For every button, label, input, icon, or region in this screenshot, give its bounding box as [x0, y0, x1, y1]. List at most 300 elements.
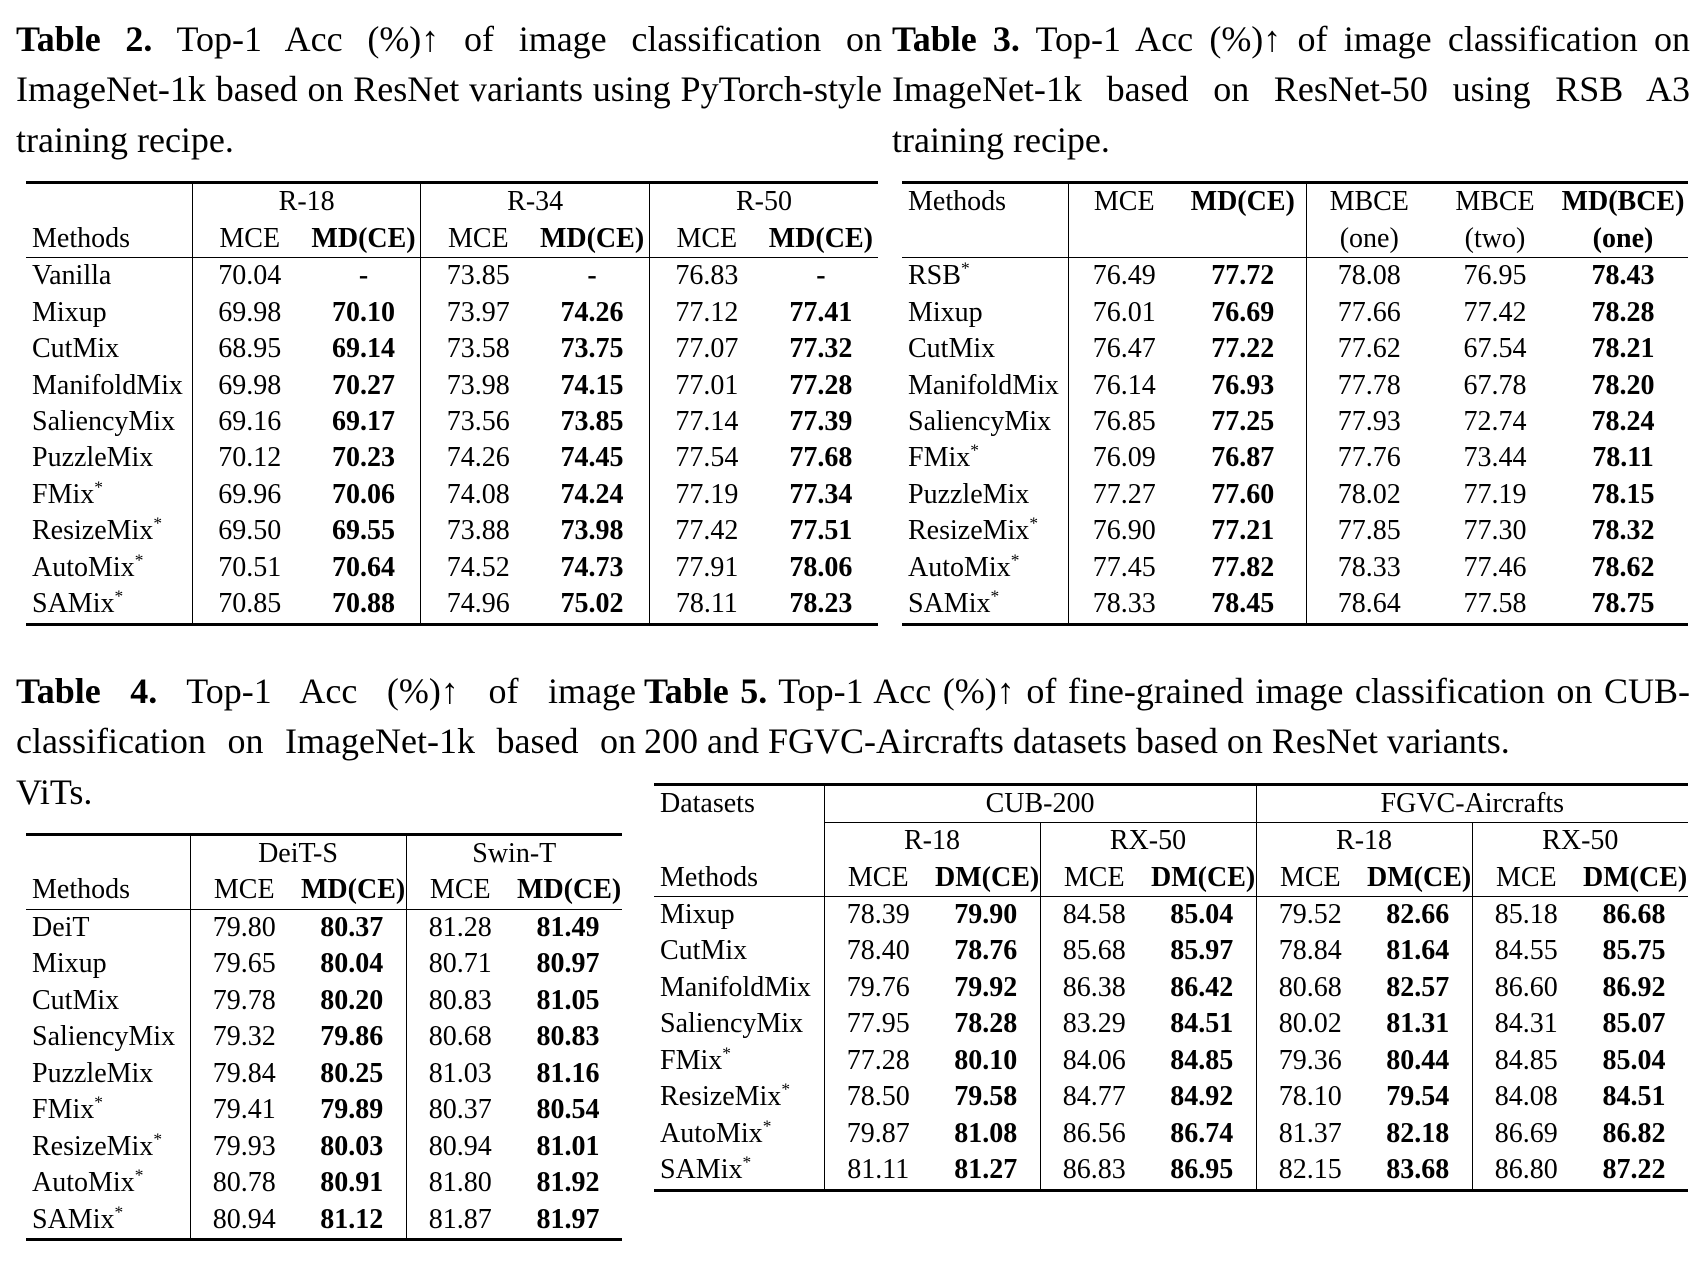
table5	[654, 783, 1688, 1192]
method-cell: AutoMix*	[660, 1116, 772, 1149]
value-cell: 74.45	[560, 442, 624, 474]
value-cell: 78.39	[824, 896, 932, 933]
header-metric-mdce: MD(CE)	[768, 222, 873, 254]
value-cell: 77.07	[649, 331, 763, 367]
table-row	[26, 221, 878, 258]
value-cell: 84.77	[1040, 1079, 1148, 1115]
table-row	[26, 909, 622, 946]
value-cell: 74.26	[560, 296, 624, 328]
value-cell: 73.88	[421, 513, 535, 549]
value-cell: 81.16	[536, 1057, 600, 1089]
method-cell: SaliencyMix	[908, 405, 1052, 437]
header-metric-mce: MCE	[1040, 860, 1148, 897]
table-row	[902, 550, 1688, 586]
value-cell: 85.04	[1602, 1044, 1666, 1076]
star-superscript: *	[94, 477, 103, 497]
value-cell: 73.98	[421, 368, 535, 404]
bottom-row	[16, 666, 1690, 1241]
value-cell: 77.34	[789, 478, 853, 510]
method-cell: RSB*	[902, 258, 1068, 295]
value-cell: 85.97	[1170, 935, 1234, 967]
value-cell: 85.07	[1602, 1008, 1666, 1040]
table-row	[654, 970, 1688, 1006]
value-cell: 78.40	[824, 933, 932, 969]
table4-block	[16, 666, 636, 1241]
header-group-r18: R-18	[192, 183, 421, 221]
value-cell: 79.65	[190, 946, 298, 982]
value-cell: 70.88	[332, 588, 396, 620]
table-row	[902, 183, 1688, 221]
value-cell: 84.85	[1170, 1044, 1234, 1076]
value-cell: 76.49	[1068, 258, 1180, 295]
value-cell: 76.47	[1068, 331, 1180, 367]
value-cell: 69.50	[192, 513, 306, 549]
value-cell: 76.83	[649, 258, 763, 295]
table5-block	[644, 666, 1690, 1192]
value-cell: -	[764, 258, 878, 295]
value-cell: 77.82	[1211, 551, 1275, 583]
value-cell: 79.76	[824, 970, 932, 1006]
method-cell: ManifoldMix	[32, 369, 183, 401]
value-cell: 67.54	[1463, 333, 1527, 365]
value-cell: 78.15	[1591, 478, 1655, 510]
value-cell: 78.23	[789, 588, 853, 620]
value-cell: 81.05	[536, 984, 600, 1016]
value-cell: 78.64	[1306, 586, 1432, 624]
value-cell: 76.01	[1068, 295, 1180, 331]
value-cell: 79.93	[190, 1129, 298, 1165]
table2-caption	[16, 14, 882, 165]
header-metric-mdbce: MD(BCE)	[1561, 186, 1685, 218]
header-metric-dmce: DM(CE)	[935, 861, 1040, 893]
method-cell: AutoMix*	[32, 1165, 144, 1199]
header-group-deit-s: DeiT-S	[190, 834, 406, 872]
value-cell: 69.55	[332, 515, 396, 547]
table2-header	[26, 183, 878, 258]
value-cell: 85.18	[1472, 896, 1580, 933]
method-cell: ResizeMix*	[660, 1080, 790, 1113]
value-cell: 80.44	[1386, 1044, 1450, 1076]
value-cell: 77.85	[1306, 513, 1432, 549]
value-cell: 85.04	[1148, 896, 1256, 933]
value-cell: 80.02	[1256, 1006, 1364, 1042]
star-superscript: *	[153, 514, 162, 534]
empty-header-cell	[1068, 221, 1180, 258]
table-row	[26, 983, 622, 1019]
value-cell: 77.25	[1211, 405, 1275, 437]
value-cell: 83.29	[1040, 1006, 1148, 1042]
header-datasets: Datasets	[660, 787, 755, 819]
value-cell: 87.22	[1602, 1154, 1666, 1186]
table-row	[26, 872, 622, 909]
value-cell: 81.31	[1386, 1008, 1450, 1040]
value-cell: 76.09	[1068, 440, 1180, 476]
header-sub-one-bold: (one)	[1592, 222, 1654, 254]
table-row	[902, 368, 1688, 404]
header-metric-mce: MCE	[406, 872, 514, 909]
value-cell: 84.85	[1472, 1043, 1580, 1079]
table-row	[902, 586, 1688, 624]
value-cell: 77.32	[789, 333, 853, 365]
value-cell: 77.19	[1463, 478, 1527, 510]
value-cell: 82.57	[1386, 971, 1450, 1003]
value-cell: 82.15	[1256, 1152, 1364, 1190]
value-cell: 80.94	[190, 1202, 298, 1240]
star-superscript: *	[94, 1092, 103, 1112]
value-cell: 79.92	[954, 971, 1018, 1003]
table-row	[26, 258, 878, 295]
value-cell: 77.91	[649, 550, 763, 586]
method-cell: PuzzleMix	[908, 478, 1030, 510]
star-superscript: *	[960, 258, 970, 278]
header-group-swin-t: Swin-T	[406, 834, 622, 872]
value-cell: 79.54	[1386, 1081, 1450, 1113]
table-row	[902, 513, 1688, 549]
method-cell: Mixup	[32, 296, 107, 328]
method-cell: SaliencyMix	[660, 1008, 804, 1040]
value-cell: 70.51	[192, 550, 306, 586]
value-cell: 77.19	[649, 477, 763, 513]
value-cell: 86.92	[1602, 971, 1666, 1003]
method-cell: ResizeMix*	[32, 1129, 162, 1162]
value-cell: 69.16	[192, 404, 306, 440]
table4-body	[26, 909, 622, 1239]
table-row	[26, 368, 878, 404]
header-group-r50: R-50	[649, 183, 878, 221]
value-cell: 73.97	[421, 295, 535, 331]
value-cell: 78.06	[789, 551, 853, 583]
table-row	[26, 1129, 622, 1165]
value-cell: 78.62	[1591, 551, 1655, 583]
value-cell: 78.11	[649, 586, 763, 624]
header-backbone-rx50: RX-50	[1472, 823, 1688, 860]
value-cell: 77.76	[1306, 440, 1432, 476]
table-row	[26, 834, 622, 872]
value-cell: 80.03	[320, 1130, 384, 1162]
method-cell: FMix*	[660, 1043, 731, 1076]
value-cell: 81.64	[1386, 935, 1450, 967]
value-cell: 77.28	[824, 1043, 932, 1079]
value-cell: 86.69	[1472, 1116, 1580, 1152]
table5-body	[654, 896, 1688, 1190]
value-cell: 78.32	[1591, 515, 1655, 547]
table5-caption	[644, 666, 1690, 767]
method-cell: Mixup	[654, 896, 824, 933]
value-cell: 77.28	[789, 369, 853, 401]
method-cell: AutoMix*	[32, 550, 144, 583]
value-cell: 74.08	[421, 477, 535, 513]
method-cell: AutoMix*	[908, 550, 1020, 583]
method-cell: DeiT	[26, 909, 190, 946]
value-cell: 82.66	[1364, 896, 1472, 933]
method-cell: CutMix	[908, 333, 996, 365]
table-row	[26, 586, 878, 624]
value-cell: 80.68	[406, 1019, 514, 1055]
header-metric-dmce: DM(CE)	[1583, 861, 1688, 893]
value-cell: 73.58	[421, 331, 535, 367]
table-row	[902, 258, 1688, 295]
table4	[26, 833, 622, 1241]
empty-header-cell	[902, 221, 1068, 258]
value-cell: 77.14	[649, 404, 763, 440]
table-row	[654, 823, 1688, 860]
value-cell: 80.83	[536, 1021, 600, 1053]
table-row	[26, 946, 622, 982]
table-row	[654, 1152, 1688, 1190]
value-cell: 80.10	[954, 1044, 1018, 1076]
value-cell: 73.56	[421, 404, 535, 440]
method-cell: FMix*	[32, 1092, 103, 1126]
method-cell: ManifoldMix	[660, 971, 811, 1003]
header-metric-mce: MCE	[421, 221, 535, 258]
table-row	[26, 1056, 622, 1092]
value-cell: 78.84	[1256, 933, 1364, 969]
table4-caption-label: Table 4.	[16, 670, 158, 711]
star-superscript: *	[114, 1202, 124, 1222]
value-cell: 77.58	[1463, 588, 1527, 620]
value-cell: 69.14	[332, 333, 396, 365]
table3-block	[892, 14, 1690, 626]
table-row	[26, 1165, 622, 1201]
value-cell: 76.95	[1432, 258, 1558, 295]
value-cell: 77.51	[789, 515, 853, 547]
value-cell: 81.97	[536, 1203, 600, 1235]
method-cell: SAMix*	[660, 1152, 752, 1186]
table-row	[26, 513, 878, 549]
value-cell: 77.12	[649, 295, 763, 331]
table-row	[902, 331, 1688, 367]
table2	[26, 181, 878, 626]
value-cell: 77.78	[1306, 368, 1432, 404]
table2-body	[26, 258, 878, 625]
value-cell: 77.72	[1180, 258, 1306, 295]
star-superscript: *	[153, 1129, 162, 1149]
value-cell: 69.98	[192, 295, 306, 331]
method-cell: CutMix	[32, 333, 120, 365]
value-cell: 84.31	[1472, 1006, 1580, 1042]
value-cell: 79.78	[190, 983, 298, 1019]
method-cell: Mixup	[908, 296, 983, 328]
method-cell: FMix*	[908, 441, 979, 474]
header-metric-mce: MCE	[1068, 183, 1180, 221]
value-cell: 77.39	[789, 405, 853, 437]
value-cell: 79.86	[320, 1021, 384, 1053]
value-cell: 80.20	[320, 984, 384, 1016]
value-cell: 80.94	[406, 1129, 514, 1165]
value-cell: 81.92	[536, 1167, 600, 1199]
value-cell: 85.75	[1602, 935, 1666, 967]
method-cell: PuzzleMix	[32, 1057, 154, 1089]
star-superscript: *	[742, 1152, 752, 1172]
header-metric-dmce: DM(CE)	[1151, 861, 1256, 893]
value-cell: 84.58	[1040, 896, 1148, 933]
value-cell: 80.04	[320, 948, 384, 980]
value-cell: 70.23	[332, 442, 396, 474]
value-cell: 80.37	[406, 1092, 514, 1128]
table3-body	[902, 258, 1688, 625]
value-cell: 80.54	[536, 1094, 600, 1126]
header-sub-one: (one)	[1306, 221, 1432, 258]
value-cell: 74.24	[560, 478, 624, 510]
value-cell: 86.42	[1170, 971, 1234, 1003]
value-cell: 80.25	[320, 1057, 384, 1089]
value-cell: 77.01	[649, 368, 763, 404]
table-row	[902, 440, 1688, 476]
value-cell: -	[307, 258, 421, 295]
table-row	[654, 1006, 1688, 1042]
header-metric-mce: MCE	[824, 860, 932, 897]
value-cell: 78.24	[1591, 405, 1655, 437]
value-cell: 81.49	[514, 909, 622, 946]
value-cell: 84.08	[1472, 1079, 1580, 1115]
value-cell: 80.68	[1256, 970, 1364, 1006]
value-cell: 73.75	[560, 333, 624, 365]
header-metric-mdce: MD(CE)	[301, 874, 406, 906]
header-metric-mce: MCE	[190, 872, 298, 909]
empty-header-cell	[26, 183, 192, 221]
table5-caption-text: Top-1 Acc (%)↑ of fine-grained image classification on CUB-200 and FGVC-Aircrafts datasets based on ResNet variants.	[644, 670, 1690, 762]
empty-header-cell	[654, 823, 824, 860]
table-row	[26, 550, 878, 586]
value-cell: 81.27	[954, 1154, 1018, 1186]
value-cell: 84.55	[1472, 933, 1580, 969]
value-cell: 78.28	[1591, 296, 1655, 328]
value-cell: 77.21	[1211, 515, 1275, 547]
value-cell: 68.95	[192, 331, 306, 367]
value-cell: 74.15	[560, 369, 624, 401]
value-cell: 78.20	[1591, 369, 1655, 401]
value-cell: 84.92	[1170, 1081, 1234, 1113]
value-cell: 78.33	[1068, 586, 1180, 624]
value-cell: 81.01	[536, 1130, 600, 1162]
value-cell: 82.18	[1386, 1117, 1450, 1149]
table-row	[26, 295, 878, 331]
value-cell: 77.45	[1068, 550, 1180, 586]
header-methods: Methods	[32, 874, 130, 906]
header-metric-mce: MCE	[1472, 860, 1580, 897]
method-cell: ResizeMix*	[908, 514, 1038, 547]
value-cell: 77.22	[1211, 333, 1275, 365]
header-sub-two: (two)	[1464, 222, 1526, 254]
table-row	[26, 477, 878, 513]
table-row	[654, 784, 1688, 822]
value-cell: 74.73	[560, 551, 624, 583]
header-metric-mce: MCE	[192, 221, 306, 258]
value-cell: 76.85	[1068, 404, 1180, 440]
value-cell: 77.68	[789, 442, 853, 474]
table-row	[654, 933, 1688, 969]
value-cell: 77.46	[1463, 551, 1527, 583]
value-cell: 84.51	[1170, 1008, 1234, 1040]
value-cell: 77.66	[1306, 295, 1432, 331]
method-cell: CutMix	[660, 935, 748, 967]
value-cell: 86.83	[1040, 1152, 1148, 1190]
value-cell: -	[535, 258, 649, 295]
method-cell: FMix*	[32, 477, 103, 510]
value-cell: 75.02	[560, 588, 624, 620]
header-metric-mdce: MD(CE)	[517, 874, 622, 906]
value-cell: 70.06	[332, 478, 396, 510]
star-superscript: *	[990, 587, 1000, 606]
method-cell: PuzzleMix	[32, 442, 154, 474]
value-cell: 73.44	[1463, 442, 1527, 474]
table3-caption-text: Top-1 Acc (%)↑ of image classification on ImageNet-1k based on ResNet-50 using RSB A3 training recipe.	[892, 19, 1690, 160]
value-cell: 79.90	[932, 896, 1040, 933]
value-cell: 83.68	[1386, 1154, 1450, 1186]
method-cell: ManifoldMix	[908, 369, 1059, 401]
value-cell: 81.12	[320, 1203, 384, 1235]
table2-block	[16, 14, 882, 626]
header-dataset-cub200: CUB-200	[824, 784, 1256, 822]
value-cell: 85.68	[1040, 933, 1148, 969]
star-superscript: *	[1029, 514, 1038, 534]
value-cell: 79.36	[1256, 1043, 1364, 1079]
header-methods: Methods	[660, 861, 758, 893]
table5-caption-label: Table 5.	[644, 670, 768, 711]
method-cell: SAMix*	[32, 587, 124, 620]
value-cell: 80.83	[406, 983, 514, 1019]
header-dataset-fgvc-aircrafts: FGVC-Aircrafts	[1256, 784, 1688, 822]
value-cell: 69.98	[192, 368, 306, 404]
star-superscript: *	[134, 1165, 144, 1185]
value-cell: 78.45	[1211, 588, 1275, 620]
value-cell: 79.87	[824, 1116, 932, 1152]
value-cell: 70.12	[192, 440, 306, 476]
top-row	[16, 14, 1690, 626]
value-cell: 86.68	[1580, 896, 1688, 933]
table3-header	[902, 183, 1688, 258]
table3-caption	[892, 14, 1690, 165]
star-superscript: *	[134, 550, 144, 570]
value-cell: 69.96	[192, 477, 306, 513]
value-cell: 86.80	[1472, 1152, 1580, 1190]
table2-caption-label: Table 2.	[16, 19, 153, 59]
table-row	[26, 440, 878, 476]
header-metric-mbce-two: MBCE	[1455, 186, 1535, 218]
value-cell: 77.42	[1463, 296, 1527, 328]
table-row	[902, 295, 1688, 331]
value-cell: 77.27	[1068, 477, 1180, 513]
value-cell: 76.69	[1211, 296, 1275, 328]
star-superscript: *	[970, 441, 979, 461]
header-metric-mdce: MD(CE)	[539, 222, 645, 254]
value-cell: 70.85	[192, 586, 306, 624]
value-cell: 74.96	[421, 586, 535, 624]
header-metric-mdce: MD(CE)	[311, 222, 416, 254]
value-cell: 78.11	[1592, 442, 1654, 474]
value-cell: 78.08	[1306, 258, 1432, 295]
value-cell: 79.89	[320, 1094, 384, 1126]
value-cell: 77.60	[1211, 478, 1275, 510]
header-metric-mce: MCE	[1256, 860, 1364, 897]
value-cell: 78.50	[824, 1079, 932, 1115]
value-cell: 78.02	[1306, 477, 1432, 513]
value-cell: 86.60	[1472, 970, 1580, 1006]
header-metric-dmce: DM(CE)	[1367, 861, 1472, 893]
value-cell: 77.42	[649, 513, 763, 549]
value-cell: 70.04	[192, 258, 306, 295]
value-cell: 80.78	[190, 1165, 298, 1201]
value-cell: 80.97	[536, 948, 600, 980]
value-cell: 78.75	[1591, 588, 1655, 620]
table-row	[26, 404, 878, 440]
value-cell: 81.03	[406, 1056, 514, 1092]
value-cell: 76.87	[1211, 442, 1275, 474]
table-row	[654, 1116, 1688, 1152]
header-methods: Methods	[32, 222, 130, 254]
value-cell: 70.10	[332, 296, 396, 328]
method-cell: ResizeMix*	[32, 514, 162, 547]
